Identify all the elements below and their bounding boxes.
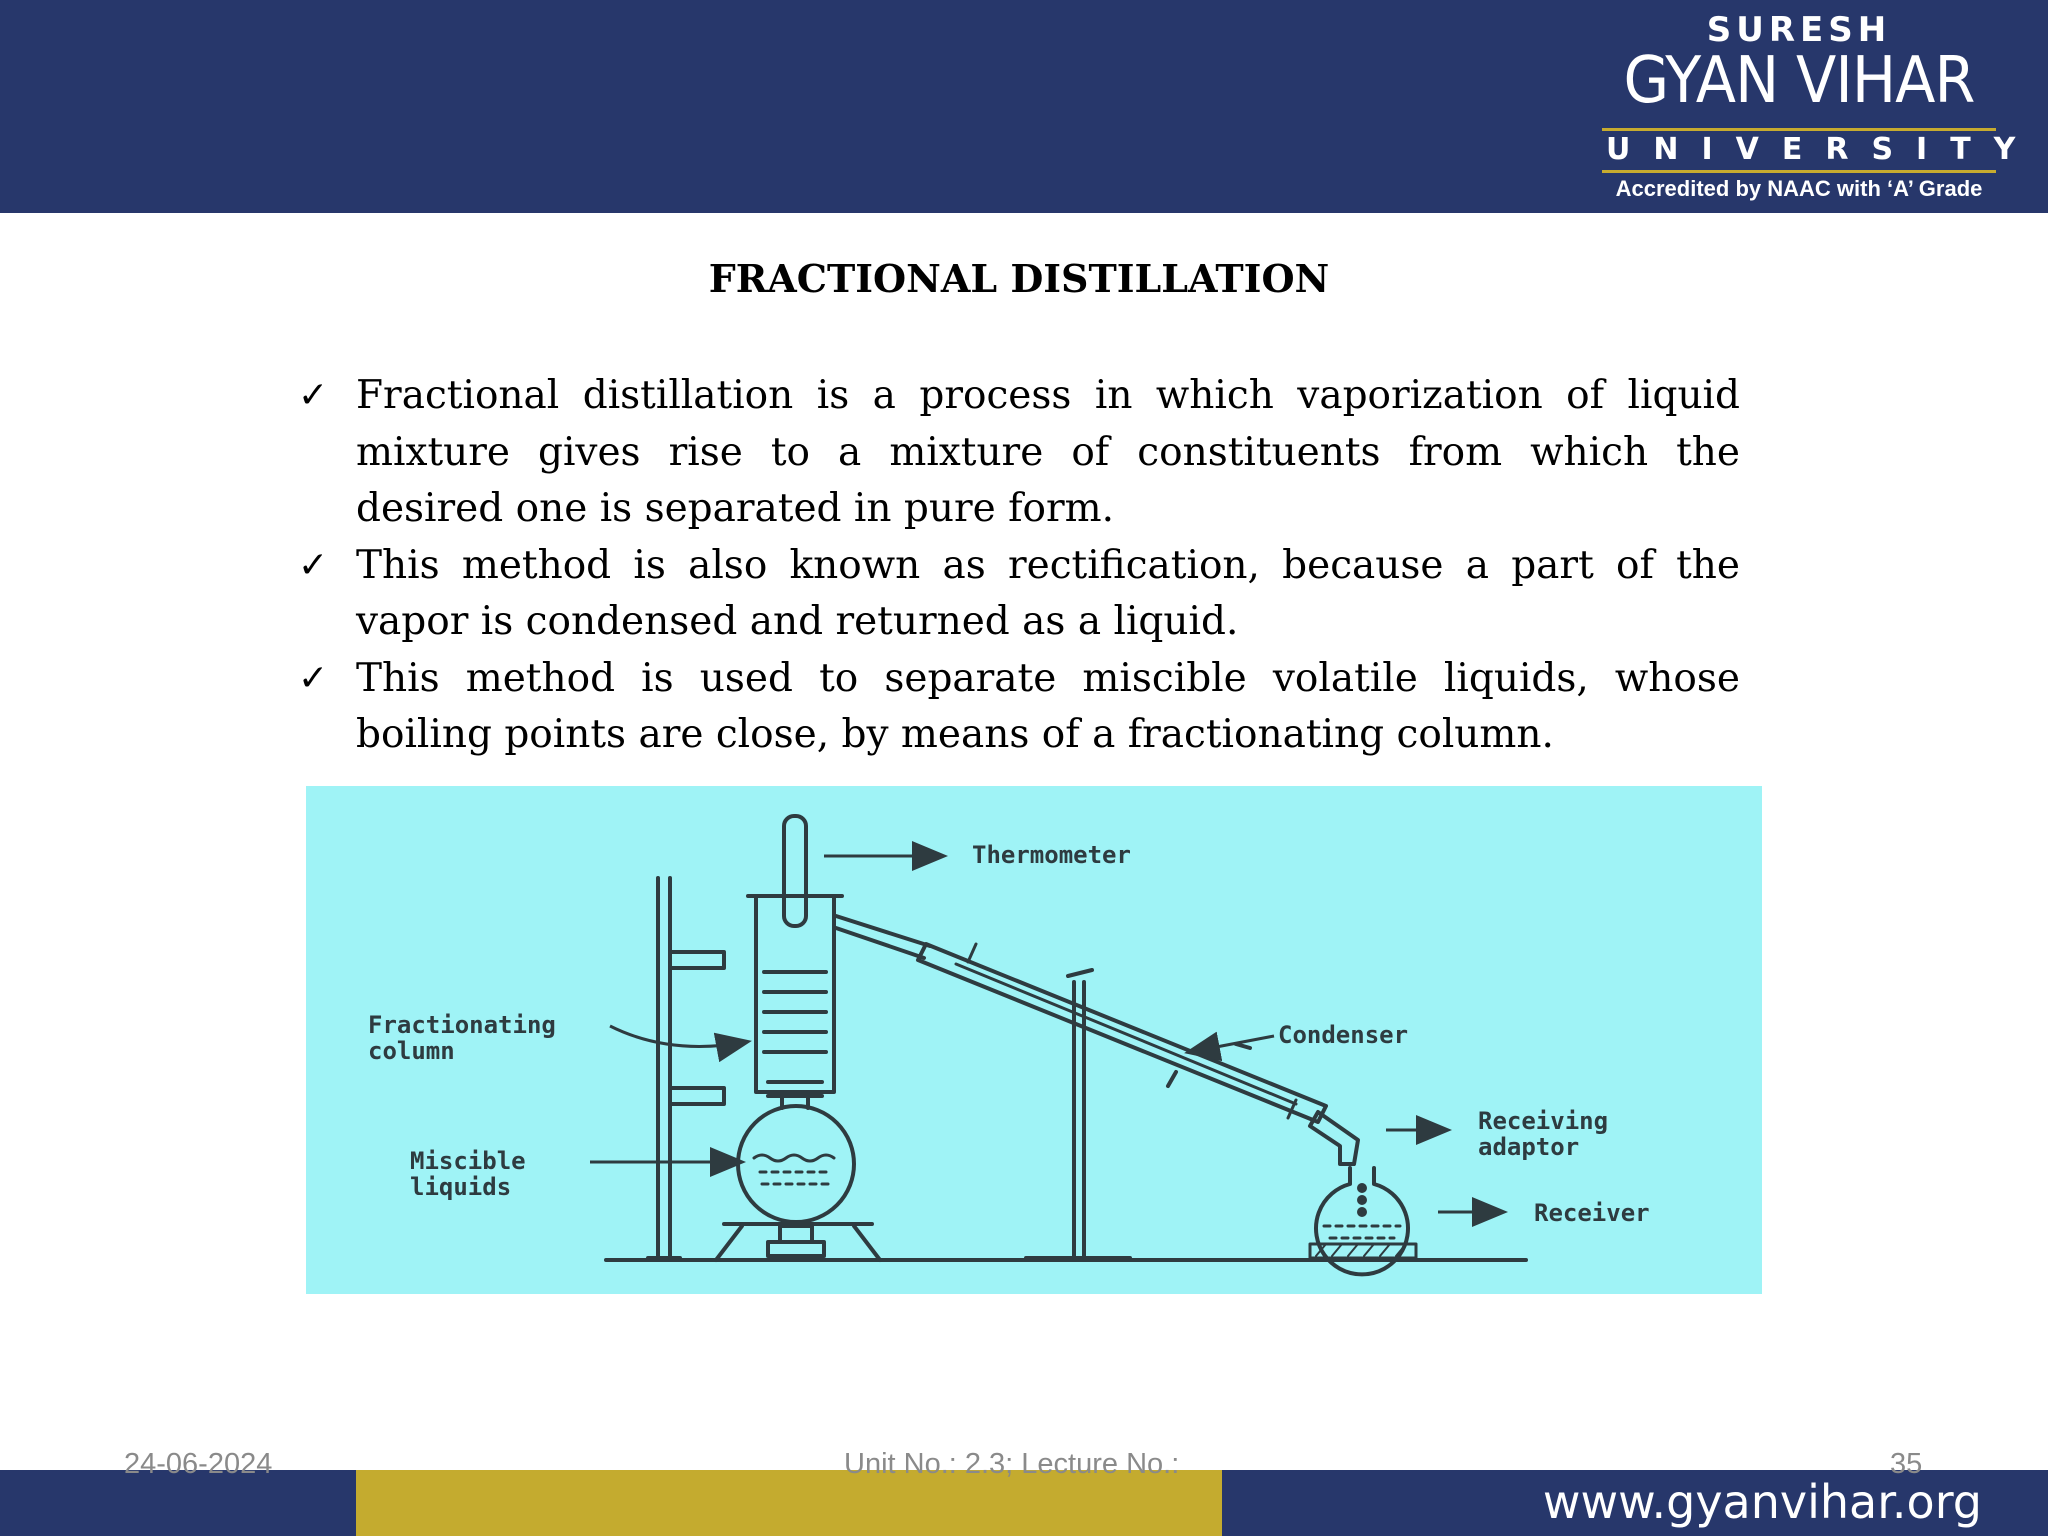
bullet-item	[296, 538, 1740, 651]
university-logo	[1594, 8, 2039, 206]
thermometer	[784, 816, 806, 926]
bullet-text: This method is also known as rectification, because a part of the vapor is condensed and returned as a liquid.	[356, 542, 1740, 644]
burner	[780, 1226, 812, 1242]
checkmark-icon: ✓	[298, 657, 329, 699]
column-arrow	[610, 1026, 746, 1046]
label-miscible-liquids: Miscible liquids	[410, 1147, 526, 1201]
bullet-item	[296, 651, 1740, 764]
lower-clamp	[670, 1088, 724, 1104]
label-receiver: Receiver	[1534, 1199, 1650, 1227]
header-band	[0, 0, 2048, 213]
footer-date: 24-06-2024	[124, 1448, 273, 1480]
label-receiving-adaptor: Receiving adaptor	[1478, 1107, 1609, 1161]
footer-unit: Unit No.: 2.3; Lecture No.:	[844, 1448, 1180, 1480]
bullet-list	[296, 368, 1740, 764]
bullet-text: This method is used to separate miscible volatile liquids, whose boiling points are close, by means of a fractionating column.	[356, 655, 1740, 757]
checkmark-icon: ✓	[298, 375, 329, 416]
distillation-flask	[738, 1106, 854, 1222]
logo-top-line: SURESH	[1706, 10, 1892, 50]
logo-accreditation: Accredited by NAAC with ‘A’ Grade	[1615, 176, 1983, 201]
bullet-text: Fractional distillation is a process in which vaporization of liquid mixture gives rise to a mixture of constituents from which the desired one is separated in pure form.	[356, 373, 1740, 531]
upper-clamp	[670, 952, 724, 968]
label-condenser: Condenser	[1278, 1021, 1409, 1049]
logo-sub-line: UNIVERSITY	[1606, 132, 2039, 167]
condenser-arrow	[1190, 1036, 1274, 1052]
checkmark-icon: ✓	[298, 544, 329, 586]
slide-title: FRACTIONAL DISTILLATION	[708, 256, 1330, 301]
label-thermometer: Thermometer	[972, 841, 1131, 869]
logo-rule-top	[1602, 128, 1996, 131]
footer-website[interactable]: www.gyanvihar.org	[1542, 1475, 1982, 1529]
logo-main-line: GYAN VIHAR	[1623, 44, 1975, 118]
distillation-diagram	[306, 786, 1762, 1294]
logo-rule-bottom	[1602, 170, 1996, 173]
label-fractionating-column: Fractionating column	[368, 1011, 556, 1065]
footer-page-number: 35	[1890, 1448, 1923, 1480]
bullet-item	[296, 368, 1740, 538]
